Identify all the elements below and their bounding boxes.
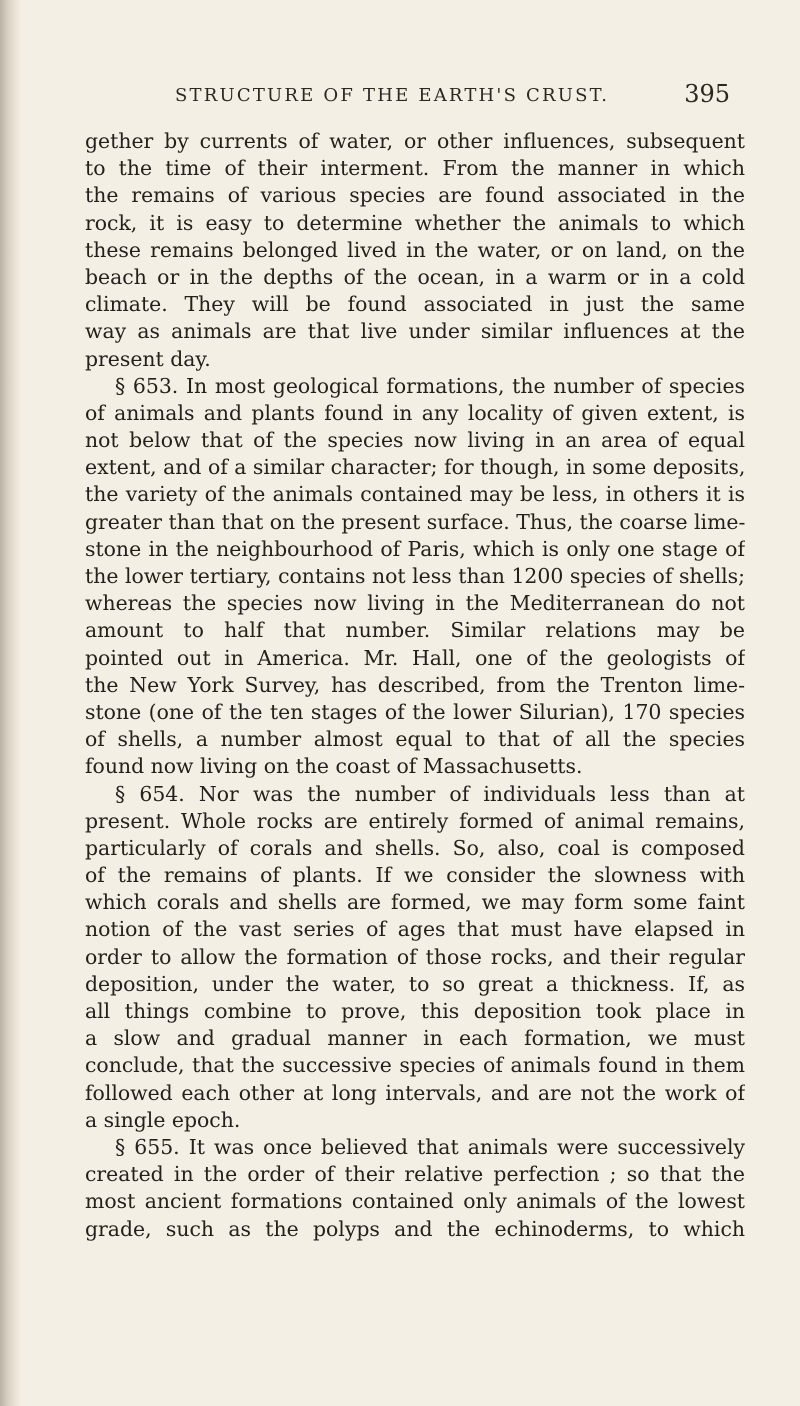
text-line: beach or in the depths of the ocean, in a warm or in a cold — [85, 264, 745, 289]
text-line: the lower tertiary, contains not less than 1200 species of shells; — [85, 564, 745, 588]
text-line: greater than that on the present surface. Thus, the coarse lime- — [85, 509, 745, 534]
text-line: all things combine to prove, this deposition took place in — [85, 999, 745, 1023]
running-head — [135, 77, 730, 111]
text-line: to the time of their interment. From the manner in which — [85, 156, 745, 181]
text-line: order to allow the formation of those rocks, and their regular — [85, 944, 745, 969]
text-line: way as animals are that live under similar influences at the — [85, 319, 745, 344]
text-line: rock, it is easy to determine whether the animals to which — [85, 210, 745, 235]
text-line: which corals and shells are formed, we may form some faint — [85, 890, 745, 915]
paragraph-end-line: a single epoch. — [85, 1107, 241, 1132]
text-line: pointed out in America. Mr. Hall, one of the geologists of — [85, 645, 745, 670]
text-line: of shells, a number almost equal to that of all the species — [85, 727, 745, 752]
section-655-first-line: § 655. It was once believed that animals were successively — [115, 1134, 745, 1159]
page-binding-shadow — [0, 0, 22, 1406]
text-line: whereas the species now living in the Mediterranean do not — [85, 591, 745, 616]
page-number: 395 — [684, 80, 730, 108]
text-line: grade, such as the polyps and the echinoderms, to which — [85, 1216, 745, 1241]
text-line: the New York Survey, has described, from the Trenton lime- — [85, 672, 745, 697]
text-line: particularly of corals and shells. So, also, coal is composed — [85, 835, 745, 860]
text-line: not below that of the species now living in an area of equal — [85, 428, 745, 453]
running-title: STRUCTURE OF THE EARTH'S CRUST. — [175, 85, 610, 106]
section-654-first-line: § 654. Nor was the number of individuals less than at — [115, 781, 745, 806]
text-line: stone in the neighbourhood of Paris, which is only one stage of — [85, 536, 745, 561]
text-line: deposition, under the water, to so great a thickness. If, as — [85, 971, 745, 996]
paragraph-end-line: present day. — [85, 346, 211, 371]
text-line: present. Whole rocks are entirely formed of animal remains, — [85, 808, 745, 833]
text-line: amount to half that number. Similar relations may be — [85, 618, 745, 643]
section-653-first-line: § 653. In most geological formations, the number of species — [115, 373, 745, 398]
text-line: a slow and gradual manner in each formation, we must — [85, 1026, 745, 1051]
text-line: created in the order of their relative perfection ; so that the — [85, 1162, 745, 1187]
text-line: of the remains of plants. If we consider the slowness with — [85, 863, 745, 888]
text-line: extent, and of a similar character; for though, in some deposits, — [85, 455, 745, 480]
text-line: notion of the vast series of ages that must have elapsed in — [85, 917, 745, 942]
text-line: conclude, that the successive species of animals found in them — [85, 1053, 745, 1078]
text-line: climate. They will be found associated in just the same — [85, 292, 745, 317]
paragraph-end-line: found now living on the coast of Massachusetts. — [85, 754, 583, 779]
body-text — [85, 128, 745, 1243]
text-line: followed each other at long intervals, and are not the work of — [85, 1080, 745, 1105]
text-line: of animals and plants found in any locality of given extent, is — [85, 400, 745, 425]
text-line: the remains of various species are found associated in the — [85, 183, 745, 208]
text-line: the variety of the animals contained may be less, in others it is — [85, 482, 745, 507]
text-line: stone (one of the ten stages of the lower Silurian), 170 species — [85, 699, 745, 724]
text-line: gether by currents of water, or other influences, subsequent — [85, 129, 745, 153]
text-line: these remains belonged lived in the water, or on land, on the — [85, 237, 745, 262]
text-line: most ancient formations contained only animals of the lowest — [85, 1189, 745, 1214]
